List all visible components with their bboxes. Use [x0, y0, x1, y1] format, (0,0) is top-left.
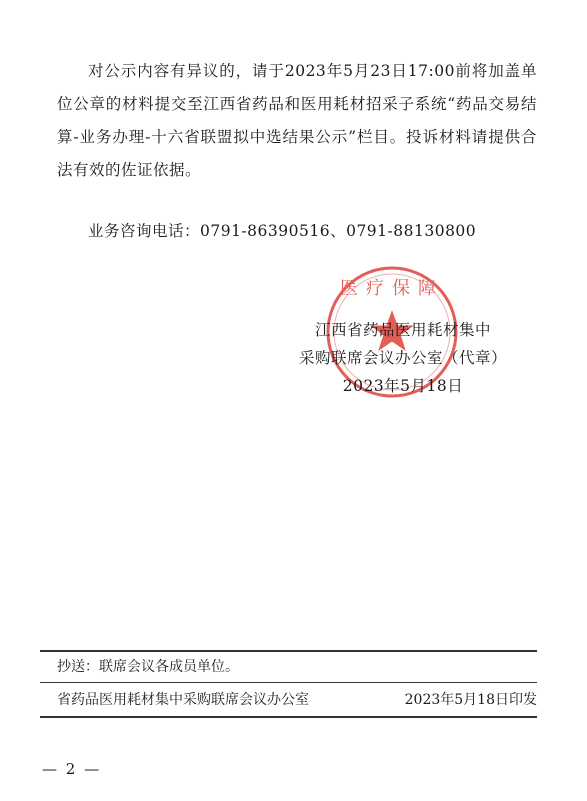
objection-paragraph: 对公示内容有异议的，请于2023年5月23日17:00前将加盖单位公章的材料提交至江西省药品和医用耗材招采子系统“药品交易结算-业务办理-十六省联盟拟中选结果公示”栏目。投诉材料请提供合法有效的佐证依据。	[57, 62, 537, 179]
cc-recipients: 抄送：联席会议各成员单位。	[57, 659, 239, 675]
issuing-office: 省药品医用耗材集中采购联席会议办公室	[57, 692, 309, 708]
footer-divider-middle	[40, 682, 537, 683]
signature-date: 2023年5月18日	[342, 377, 464, 395]
footer-divider-bottom	[40, 716, 537, 718]
svg-text:医疗保障: 医疗保障	[340, 278, 444, 299]
contact-phone-paragraph: 业务咨询电话：0791-86390516、0791-88130800	[88, 222, 477, 240]
signature-org-line2: 采购联席会议办公室（代章）	[298, 349, 507, 367]
signature-org-line1: 江西省药品医用耗材集中	[314, 321, 491, 339]
page-number: — 2 —	[42, 760, 102, 778]
signature-block	[288, 316, 518, 400]
issue-date: 2023年5月18日印发	[404, 692, 537, 708]
footer-divider-top	[40, 650, 537, 652]
